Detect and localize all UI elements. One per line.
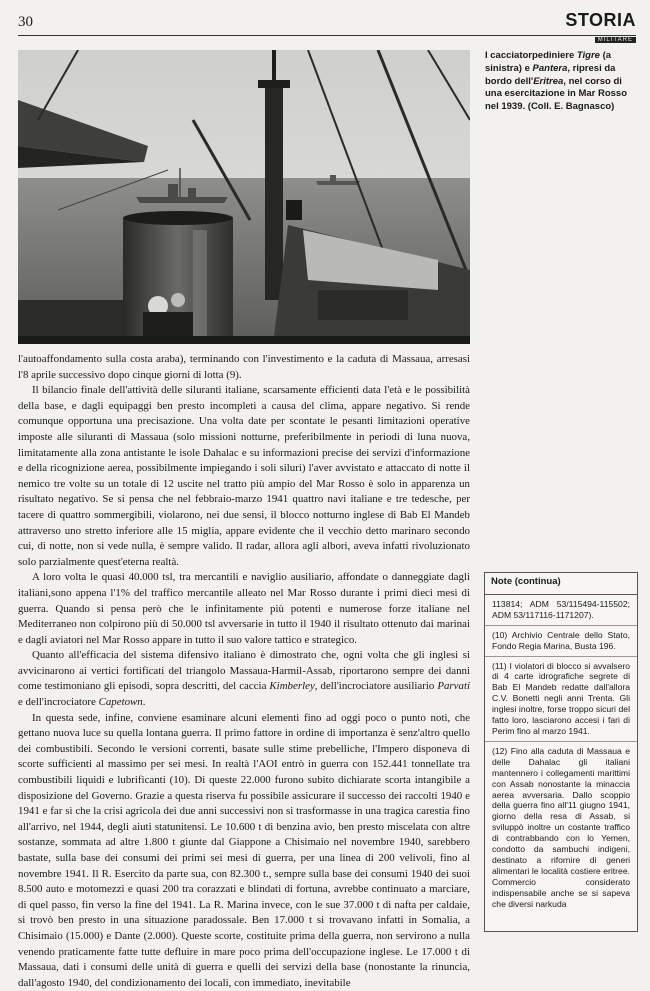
destroyer-deck-photo (18, 50, 470, 344)
photo-caption (485, 50, 635, 114)
header-rule (18, 35, 636, 36)
paragraph-4-text-c: e dell'incrociatore (18, 696, 99, 709)
ship-capetown: Capetown (98, 696, 143, 709)
caption-text-3: , ripresi da bordo dell' (485, 62, 616, 87)
notes-title: Note (continua) (485, 573, 637, 595)
paragraph-5: In questa sede, infine, conviene esaminare alcuni elementi fino ad oggi poco o punto noti, che gettano nuova luce su quella lontana guerra. Il primo fattore in ordine di importanza è senz'altro quello dei combustibili. Secondo le versioni correnti, basate sulle stime prebelliche, l'Impero disponeva di scorte sufficienti al massimo per sei mesi. In realtà l'AOI entrò in guerra con 152.441 tonnellate tra combustibili liquidi e lubrificanti (10). Di queste 22.000 furono subito dichiarate scorta intangibile a disposizione del Governo. Grazie a questa riserva fu possibile assicurare il successo dei raccolti 1940 e 1941 e far sì che la crisi agricola dei due anni successivi non si trasformasse in una tragica carestia fino all'arrivo, nel 1944, degli aiuti statunitensi. Le 10.600 t di benzina avio, ben presto miscelata con altre sostanze, sommata ad altre 1.800 t giunte dal Giappone a Chisimaio nel novembre 1940, sarebbero bastate, sulla base dei consumi dei primi sei mesi di guerra, per una linea di 200 velivoli, fino al novembre 1941. Il R. Esercito da parte sua, con 82.300 t., sempre sulla base dei consumi 1940 dei suoi 8.500 auto e motomezzi e quasi 200 tra corazzati e blindati di fortuna, avrebbe continuato a marciare, di quel passo, fin verso la fine del 1941. La R. Marina invece, con le sue 37.000 t di nafta per caldaie, si trovò ben presto in una situazione paradossale. Ben 17.000 t si trovavano infatti in Somalia, a Chisimaio (15.000) e Dante (2.000). Queste scorte, costituite prima della guerra, non servirono a nulla venendo praticamente fatte tutte defluire in mare poco prima dell'occupazione inglese. Le 17.000 t di Massaua, dati i consumi delle unità di guerra e quelli dei servizi della base (nonostante la rinuncia, dall'agosto 1940, del condizionamento dei locali, con immediato, inevitabile (18, 711, 470, 989)
paragraph-4-text-a: Quanto all'efficacia del sistema difensivo italiano è dimostrato che, ogni volta che gli inglesi si avvicinarono ai vertici fortificati del triangolo Massaua-Harmil-Assab, riportarono sempre dei danni come testimoniano gli episodi, sopra descritti, del caccia (18, 649, 470, 693)
paragraph-4-text-b: , dell'incrociatore ausiliario (314, 680, 438, 693)
page-number: 30 (18, 14, 33, 30)
caption-ship-tigre: Tigre (576, 50, 600, 61)
notes-box (484, 572, 638, 932)
caption-text-4: , nel corso di una esercitazione in Mar Rosso nel 1939. (Coll. E. Bagnasco) (485, 75, 628, 113)
note-item: 113814; ADM 53/115494-115502; ADM 53/117116-1171207). (485, 595, 637, 626)
paragraph-2: Il bilancio finale dell'attività delle siluranti italiane, scarsamente efficienti data l'età e le possibilità della base, e dagli equipaggi ben presto incompleti a causa del clima, appare negativo. Si rende comunque opportuna una precisazione. Una volta date per scontate le pesanti limitazioni operative imposte alle siluranti di Massaua (solo missioni notturne, preferibilmente in periodi di luna nuova, limitatamente alla zona antistante le isole Dahalac e su informazioni precise dei servizi d'informazione e della ricognizione aerea, possibilmente impiegando i soli siluri) l'aver avvistato e attaccato di notte il nemico tre volte su un totale di 12 uscite nel tratto più ampio del Mar Rosso è solo in apparenza un risultato negativo. Se si pensa che nel febbraio-marzo 1941 quattro navi italiane e tre tedesche, per tacere di quattro sommergibili, violarono, nei due sensi, il blocco notturno inglese di Bab El Mandeb attraverso uno stretto inferiore alle 15 miglia, appare evidente che il vecchio detto marinaro secondo cui, di notte, non si vede nulla, è sempre valido. Il radar, allora agli albori, aveva infatti rivoluzionato solo parzialmente quest'eterna realtà. (18, 384, 470, 568)
caption-ship-eritrea: Eritrea (533, 75, 564, 87)
paragraph-4-text-d: . (142, 696, 146, 709)
logo-title: STORIA (565, 10, 636, 30)
caption-text-1: I cacciatorpediniere (485, 50, 577, 61)
article-body (18, 352, 470, 991)
logo-subtitle: MILITARE (595, 37, 636, 43)
ship-kimberley: Kimberley (269, 680, 315, 693)
ship-parvati: Parvati (437, 680, 470, 693)
paragraph-1: l'autoaffondamento sulla costa araba), terminando con l'investimento e la caduta di Massaua, arresasi l'8 aprile successivo dopo cinque giorni di lotta (9). (18, 353, 470, 381)
caption-ship-pantera: Pantera (532, 62, 568, 74)
magazine-logo (565, 12, 636, 46)
caption-text-2: (a sinistra) e (485, 50, 612, 74)
paragraph-4 (18, 648, 470, 710)
note-item: (11) I violatori di blocco si avvalsero di 4 carte idrografiche segrete di Bab El Mandeb redatte dall'allora C.V. Bonetti negli anni Trenta. Gli inglesi inoltre, forse troppo sicuri del fatto loro, lasciarono accesi i fari di Perim fino al marzo 1941. (485, 657, 637, 742)
note-item: (12) Fino alla caduta di Massaua e delle Dahalac gli italiani mantennero i collegamenti marittimi con Assab nonostante la minaccia aerea avversaria. Dallo scoppio della guerra fino all'11 giugno 1941, giorno della resa di Assab, si sviluppò inoltre un costante traffico di contrabbando con lo Yemen, condotto da sambuchi indigeni, destinato a rifornire di generi alimentari le località costiere eritree. Commercio considerato indispensabile anche se si sapeva che diversi narkuda (492, 745, 630, 909)
paragraph-3: A loro volta le quasi 40.000 tsl, tra mercantili e naviglio ausiliario, affondate o danneggiate dagli italiani,sono appena l'1% del traffico mercantile alleato nel Mar Rosso durante i primi dieci mesi di guerra. Quando si pensa però che le infinitamente più potenti e numerose forze italiane nel Mediterraneo non colpirono più di 50.000 tsl avversarie in tutto il 1940 il risultato ottenuto dai marinai e dagli aviatori nel Mar Rosso appare in tutto il suo valore tattico e strategico. (18, 571, 470, 646)
note-item: (10) Archivio Centrale dello Stato, Fondo Regia Marina, Busta 196. (485, 626, 637, 657)
